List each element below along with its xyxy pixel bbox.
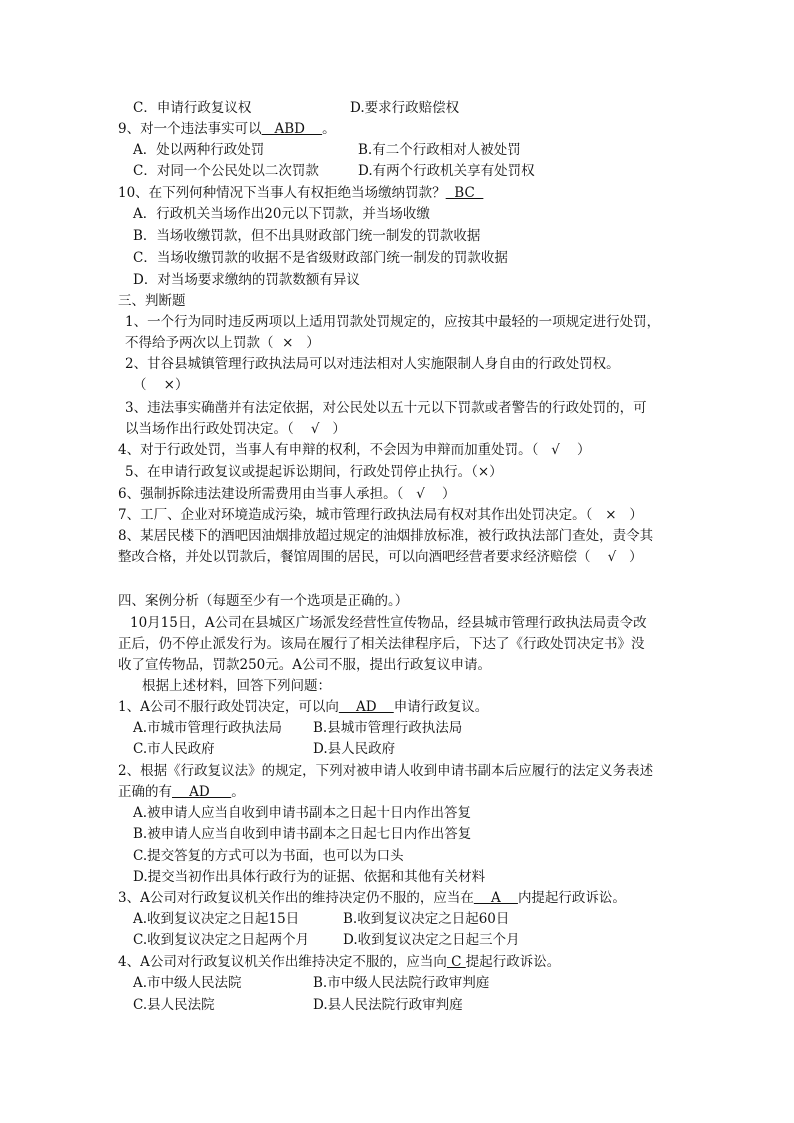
text-segment: 以当场作出行政处罚决定。（ √ ） — [125, 421, 346, 437]
text-segment: B．当场收缴罚款，但不出具财政部门统一制发的罚款收据 — [133, 228, 481, 244]
text-segment: 8、某居民楼下的酒吧因油烟排放超过规定的油烟排放标准，被行政执法部门查处，责令其 — [118, 528, 654, 544]
text-line — [118, 782, 245, 802]
option-right-column: D.县人民法院行政审判庭 — [313, 997, 463, 1013]
text-line — [133, 375, 188, 395]
text-segment: C．对同一个公民处以二次罚款 — [133, 163, 319, 179]
text-segment: 收了宣传物品，罚款250元。A公司不服，提出行政复议申请。 — [118, 657, 492, 673]
text-line — [133, 270, 360, 290]
option-right-column: D.有两个行政机关享有处罚权 — [358, 163, 535, 179]
text-segment: 4、A公司对行政复议机关作出维持决定不服的，应当向 — [118, 954, 447, 970]
text-line — [118, 697, 488, 717]
text-line — [118, 183, 483, 203]
text-line — [133, 98, 251, 118]
option-right-column: B.收到复议决定之日起60日 — [343, 911, 510, 927]
text-segment: C．当场收缴罚款的收据不是省级财政部门统一制发的罚款收据 — [133, 250, 508, 266]
text-segment: 整改合格，并处以罚款后，餐馆周围的居民，可以向酒吧经营者要求经济赔偿（ √ ） — [118, 549, 643, 565]
text-segment: A.市中级人民法院 — [133, 975, 242, 991]
text-segment: 正后，仍不停止派发行为。该局在履行了相关法律程序后，下达了《行政处罚决定书》没 — [118, 636, 645, 652]
text-segment: C．申请行政复议权 — [133, 100, 252, 116]
text-line — [118, 888, 626, 908]
text-line — [133, 161, 319, 181]
text-segment: C.县人民法院 — [133, 997, 215, 1013]
text-segment: 不得给予两次以上罚款（ × ） — [125, 335, 320, 351]
text-segment: 3、A公司对行政复议机关作出的维持决定仍不服的，应当在 — [118, 890, 474, 906]
text-line — [125, 398, 647, 418]
text-line — [118, 591, 408, 611]
text-line — [130, 613, 647, 633]
text-line — [118, 655, 491, 675]
text-segment: 7、工厂、企业对环境造成污染，城市管理行政执法局有权对其作出处罚决定。（ × ） — [118, 507, 643, 523]
text-line — [142, 676, 331, 696]
text-segment: B.被申请人应当自收到申请书副本之日起七日内作出答复 — [133, 826, 472, 842]
text-segment: C.收到复议决定之日起两个月 — [133, 932, 310, 948]
text-line — [133, 824, 471, 844]
text-line — [118, 634, 645, 654]
text-segment: 提起行政诉讼。 — [465, 954, 561, 970]
option-right-column: D.县人民政府 — [313, 741, 396, 757]
text-segment: 4、对于行政处罚，当事人有申辩的权利，不会因为申辩而加重处罚。（ √ ） — [118, 442, 591, 458]
text-line — [133, 739, 215, 759]
text-line — [118, 547, 643, 567]
answer-blank: AD — [338, 699, 394, 715]
text-segment: 2、根据《行政复议法》的规定，下列对被申请人收到申请书副本后应履行的法定义务表述 — [118, 763, 654, 779]
text-segment: D．对当场要求缴纳的罚款数额有异议 — [133, 272, 360, 288]
answer-blank: C — [446, 954, 466, 970]
text-line — [118, 952, 560, 972]
text-segment: 正确的有 — [118, 784, 172, 800]
text-segment: D.提交当初作出具体行政行为的证据、依据和其他有关材料 — [133, 869, 486, 885]
text-line — [125, 333, 320, 353]
answer-blank: AD — [172, 784, 232, 800]
text-segment: 内提起行政诉讼。 — [517, 890, 626, 906]
text-line — [133, 204, 430, 224]
text-segment: 5、在申请行政复议或提起诉讼期间，行政处罚停止执行。（×） — [125, 464, 503, 480]
text-segment: A.收到复议决定之日起15日 — [133, 911, 300, 927]
text-segment: 。 — [322, 121, 336, 137]
text-segment: 2、甘谷县城镇管理行政执法局可以对违法相对人实施限制人身自由的行政处罚权。 — [125, 356, 620, 372]
text-line — [133, 846, 404, 866]
text-segment: A.被申请人应当自收到申请书副本之日起十日内作出答复 — [133, 805, 472, 821]
text-line — [118, 761, 653, 781]
text-line — [133, 995, 215, 1015]
text-line — [133, 973, 242, 993]
text-segment: 6、强制拆除违法建设所需费用由当事人承担。（ √ ） — [118, 486, 456, 502]
text-line — [133, 867, 485, 887]
text-segment: （ ×） — [133, 377, 189, 393]
text-segment: 1、一个行为同时违反两项以上适用罚款处罚规定的，应按其中最轻的一项规定进行处罚， — [125, 314, 661, 330]
text-line — [133, 248, 508, 268]
text-line — [125, 462, 503, 482]
text-segment: 9、对一个违法事实可以 — [118, 121, 262, 137]
option-right-column: B.有二个行政相对人被处罚 — [358, 142, 521, 158]
text-line — [118, 526, 653, 546]
text-segment: 三、判断题 — [118, 293, 186, 309]
text-segment: C.市人民政府 — [133, 741, 215, 757]
text-line — [125, 419, 346, 439]
text-segment: 根据上述材料，回答下列问题： — [142, 678, 331, 694]
text-line — [118, 505, 643, 525]
text-line — [125, 312, 660, 332]
text-segment: A．处以两种行政处罚 — [133, 142, 265, 158]
answer-blank: BC — [445, 185, 484, 201]
text-line — [118, 484, 455, 504]
text-line — [133, 718, 282, 738]
text-segment: 四、案例分析（每题至少有一个选项是正确的。） — [118, 593, 409, 609]
answer-blank: ABD — [261, 121, 323, 137]
text-line — [133, 140, 264, 160]
option-right-column: D.收到复议决定之日起三个月 — [343, 932, 520, 948]
text-line — [118, 291, 186, 311]
text-line — [125, 354, 620, 374]
option-right-column: B.县城市管理行政执法局 — [313, 720, 463, 736]
text-line — [118, 119, 336, 139]
text-line — [133, 226, 480, 246]
text-segment: C.提交答复的方式可以为书面，也可以为口头 — [133, 848, 404, 864]
option-right-column: B.市中级人民法院行政审判庭 — [313, 975, 490, 991]
text-segment: A．行政机关当场作出20元以下罚款，并当场收缴 — [133, 206, 430, 222]
text-line — [133, 909, 299, 929]
text-segment: 10、在下列何种情况下当事人有权拒绝当场缴纳罚款？ — [118, 185, 446, 201]
text-line — [133, 803, 471, 823]
answer-blank: A — [473, 890, 518, 906]
text-segment: 3、违法事实确凿并有法定依据，对公民处以五十元以下罚款或者警告的行政处罚的，可 — [125, 400, 647, 416]
text-segment: A.市城市管理行政执法局 — [133, 720, 283, 736]
text-segment: 10月15日，A公司在县城区广场派发经营性宣传物品，经县城市管理行政执法局责令改 — [130, 615, 647, 631]
text-line — [118, 440, 590, 460]
text-segment: 。 — [231, 784, 245, 800]
text-segment: 申请行政复议。 — [393, 699, 489, 715]
text-line — [133, 930, 309, 950]
option-right-column: D.要求行政赔偿权 — [350, 100, 460, 116]
text-segment: 1、A公司不服行政处罚决定，可以向 — [118, 699, 339, 715]
